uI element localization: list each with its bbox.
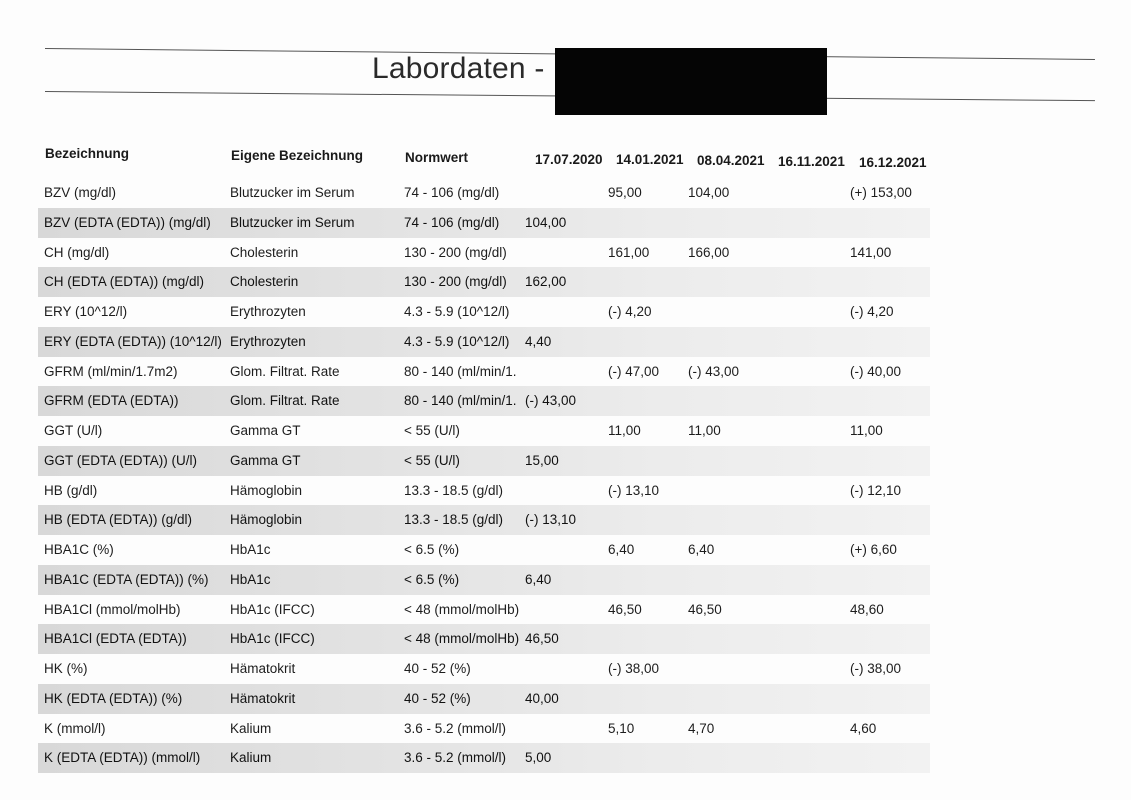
row-own-name: HbA1c: [230, 542, 271, 557]
row-norm-value: 80 - 140 (ml/min/1.: [404, 393, 517, 409]
row-norm-value: 40 - 52 (%): [404, 661, 471, 676]
row-norm-value: 4.3 - 5.9 (10^12/l): [404, 304, 510, 319]
row-own-name: Kalium: [230, 720, 272, 736]
table-row: [38, 297, 930, 327]
row-own-name: Cholesterin: [230, 274, 299, 290]
row-own-name: Hämoglobin: [230, 482, 303, 498]
redaction-block: [555, 48, 827, 115]
row-name: GFRM (EDTA (EDTA)): [44, 393, 179, 409]
table-row: [38, 238, 930, 268]
column-header-bezeichnung: Bezeichnung: [45, 146, 130, 161]
row-name: HBA1C (%): [44, 542, 114, 557]
table-row: [38, 446, 930, 476]
row-own-name: Hämoglobin: [230, 512, 303, 528]
row-value-date-1: 40,00: [525, 690, 559, 706]
row-norm-value: 74 - 106 (mg/dl): [404, 185, 500, 200]
table-row: [38, 684, 930, 714]
row-own-name: Kalium: [230, 750, 272, 766]
row-value-date-3: 11,00: [688, 423, 721, 438]
table-row: [38, 505, 930, 535]
row-value-date-5: 48,60: [850, 601, 884, 617]
row-value-date-1: 162,00: [525, 274, 567, 290]
row-name: K (EDTA (EDTA)) (mmol/l): [44, 750, 201, 766]
row-value-date-2: 6,40: [608, 542, 635, 557]
row-name: GGT (U/l): [44, 423, 103, 438]
row-norm-value: 13.3 - 18.5 (g/dl): [404, 482, 504, 498]
column-header-date-5: 16.12.2021: [859, 155, 927, 170]
row-value-date-3: 46,50: [688, 601, 722, 617]
table-row: [38, 327, 930, 357]
row-own-name: Blutzucker im Serum: [230, 185, 355, 200]
row-own-name: HbA1c (IFCC): [230, 601, 315, 617]
row-norm-value: 74 - 106 (mg/dl): [404, 214, 500, 230]
table-row: [38, 714, 930, 744]
row-value-date-5: 11,00: [850, 423, 883, 438]
document-title: Labordaten -: [372, 52, 545, 85]
row-name: GFRM (ml/min/1.7m2): [44, 363, 178, 379]
row-value-date-3: 4,70: [688, 720, 715, 736]
table-row: [38, 654, 930, 684]
row-name: CH (mg/dl): [44, 244, 110, 260]
row-own-name: Cholesterin: [230, 244, 299, 260]
table-row: [38, 535, 930, 565]
row-norm-value: < 48 (mmol/molHb): [404, 601, 520, 617]
row-norm-value: 40 - 52 (%): [404, 690, 471, 706]
table-row: [38, 476, 930, 506]
row-value-date-2: (-) 13,10: [608, 482, 660, 498]
table-row: [38, 595, 930, 625]
row-value-date-3: 104,00: [688, 185, 730, 200]
row-value-date-5: 4,60: [850, 720, 877, 736]
row-value-date-1: 5,00: [525, 750, 552, 766]
row-value-date-2: (-) 4,20: [608, 304, 652, 319]
row-value-date-5: (+) 6,60: [850, 542, 897, 557]
row-value-date-3: 6,40: [688, 542, 715, 557]
row-value-date-2: 11,00: [608, 423, 641, 438]
table-row: [38, 565, 930, 595]
row-own-name: Glom. Filtrat. Rate: [230, 393, 340, 409]
row-own-name: Hämatokrit: [230, 661, 296, 676]
row-own-name: Glom. Filtrat. Rate: [230, 363, 340, 379]
table-row: [38, 743, 930, 773]
row-own-name: HbA1c (IFCC): [230, 631, 315, 647]
row-value-date-1: 46,50: [525, 631, 559, 647]
row-name: HBA1Cl (mmol/molHb): [44, 601, 181, 617]
column-header-date-4: 16.11.2021: [778, 154, 845, 169]
row-name: K (mmol/l): [44, 720, 106, 736]
row-norm-value: 3.6 - 5.2 (mmol/l): [404, 720, 507, 736]
column-header-normwert: Normwert: [405, 150, 469, 165]
row-own-name: Blutzucker im Serum: [230, 214, 355, 230]
row-norm-value: 13.3 - 18.5 (g/dl): [404, 512, 504, 528]
row-value-date-5: (-) 38,00: [850, 661, 902, 676]
row-value-date-2: (-) 38,00: [608, 661, 660, 676]
row-value-date-2: 5,10: [608, 720, 635, 736]
row-value-date-2: 161,00: [608, 244, 650, 260]
row-name: HB (g/dl): [44, 482, 98, 498]
row-value-date-2: (-) 47,00: [608, 363, 660, 379]
row-value-date-1: 6,40: [525, 571, 552, 587]
row-value-date-1: (-) 43,00: [525, 393, 577, 409]
row-norm-value: 80 - 140 (ml/min/1.: [404, 363, 517, 379]
table-row: [38, 357, 930, 387]
row-name: HK (EDTA (EDTA)) (%): [44, 690, 183, 706]
row-name: HBA1C (EDTA (EDTA)) (%): [44, 571, 209, 587]
table-row: [38, 178, 930, 208]
table-row: [38, 208, 930, 238]
row-norm-value: < 55 (U/l): [404, 423, 460, 438]
row-value-date-3: 166,00: [688, 244, 730, 260]
row-name: ERY (10^12/l): [44, 304, 128, 319]
row-own-name: Hämatokrit: [230, 690, 296, 706]
row-name: BZV (mg/dl): [44, 185, 117, 200]
column-header-date-2: 14.01.2021: [616, 152, 684, 167]
table-row: [38, 386, 930, 416]
row-name: GGT (EDTA (EDTA)) (U/l): [44, 452, 197, 468]
row-value-date-5: (-) 12,10: [850, 482, 902, 498]
row-value-date-2: 95,00: [608, 185, 642, 200]
row-own-name: HbA1c: [230, 571, 271, 587]
row-own-name: Gamma GT: [230, 452, 301, 468]
row-value-date-5: (-) 4,20: [850, 304, 894, 319]
row-name: BZV (EDTA (EDTA)) (mg/dl): [44, 214, 211, 230]
row-norm-value: < 6.5 (%): [404, 542, 460, 557]
row-value-date-5: 141,00: [850, 244, 892, 260]
column-header-date-1: 17.07.2020: [535, 152, 603, 167]
row-name: HB (EDTA (EDTA)) (g/dl): [44, 512, 193, 528]
row-name: HBA1Cl (EDTA (EDTA)): [44, 631, 187, 647]
row-norm-value: < 48 (mmol/molHb): [404, 631, 520, 647]
row-value-date-3: (-) 43,00: [688, 363, 740, 379]
row-norm-value: 130 - 200 (mg/dl): [404, 244, 507, 260]
row-own-name: Erythrozyten: [230, 333, 306, 349]
row-value-date-5: (-) 40,00: [850, 363, 902, 379]
row-norm-value: 3.6 - 5.2 (mmol/l): [404, 750, 507, 766]
row-value-date-1: 104,00: [525, 214, 567, 230]
row-name: HK (%): [44, 661, 88, 676]
row-value-date-1: 15,00: [525, 452, 559, 468]
column-header-eigene-bezeichnung: Eigene Bezeichnung: [231, 148, 364, 163]
row-own-name: Gamma GT: [230, 423, 301, 438]
table-row: [38, 267, 930, 297]
column-header-date-3: 08.04.2021: [697, 153, 765, 168]
row-own-name: Erythrozyten: [230, 304, 306, 319]
row-value-date-1: 4,40: [525, 333, 552, 349]
row-value-date-5: (+) 153,00: [850, 185, 912, 200]
row-norm-value: < 6.5 (%): [404, 571, 460, 587]
table-row: [38, 624, 930, 654]
row-name: ERY (EDTA (EDTA)) (10^12/l): [44, 333, 222, 349]
row-value-date-1: (-) 13,10: [525, 512, 577, 528]
table-row: [38, 416, 930, 446]
row-name: CH (EDTA (EDTA)) (mg/dl): [44, 274, 204, 290]
row-norm-value: 130 - 200 (mg/dl): [404, 274, 507, 290]
row-value-date-2: 46,50: [608, 601, 642, 617]
row-norm-value: < 55 (U/l): [404, 452, 460, 468]
row-norm-value: 4.3 - 5.9 (10^12/l): [404, 333, 510, 349]
